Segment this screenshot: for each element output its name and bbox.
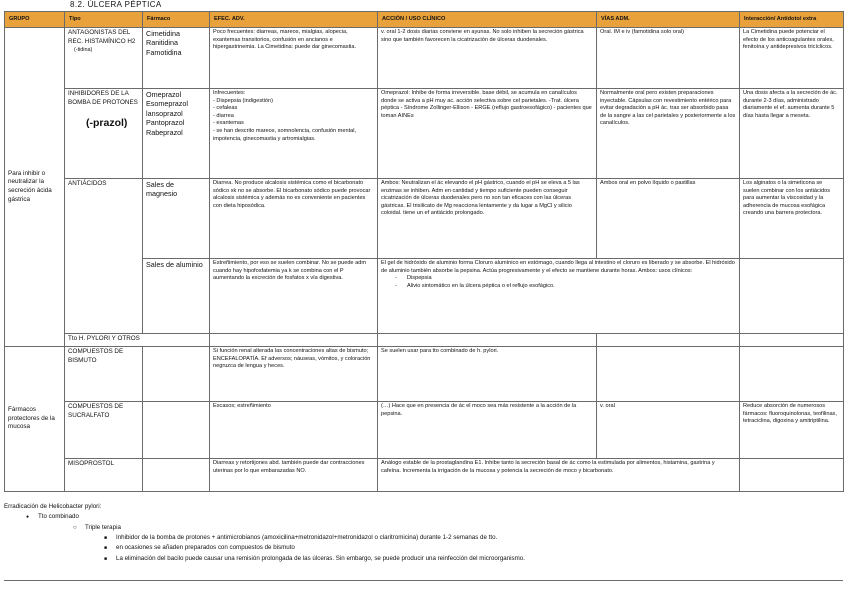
erradicacion-section — [4, 502, 843, 581]
tipo-bismuto: COMPUESTOS DE BISMUTO — [65, 347, 143, 402]
accion-intro: El gel de hidróxido de aluminio forma Cloruro alumínico en estómago, cuando llega al intestino el cloruro es liberado y se absorbe. El hidróxido de aluminio también absorbe la pepsina. Actúa progresivamente y el efecto se mantiene durante horas. Ambos: usos clínicos: — [381, 260, 735, 274]
efec-item: - exantemas — [213, 120, 244, 127]
erradicacion-point: ■ Inhibidor de la bomba de protones + antimicrobianos (amoxicilina+metronidazol+metronidazol o claritromicina) durante 1-2 semanas de tto. — [116, 533, 497, 543]
table-row — [5, 459, 844, 492]
efec-cell: Poco frecuentes: diarreas, mareos, mialgias, alopecia, exantemas transitorios, confusión en ancianos e hipergastrinemia. La Cimetidina: puede dar ginecomastia. — [210, 28, 378, 89]
accion-cell: Análogo estable de la prostaglandina E1. Inhibe tanto la secreción basal de ác como la estimulada por alimentos, histamina, gastrina y cafeína. Incrementa la irrigación de la mucosa y potencia la secreción de moco y bicarbonato. — [378, 459, 740, 492]
vias-cell: Oral. IM e iv (famotidina solo oral) — [597, 28, 740, 89]
tipo-antagonistas — [65, 28, 143, 89]
farmaco-cell: Sales de aluminio — [143, 259, 210, 334]
tipo-misoprostol: MISOPROSTOL — [65, 459, 143, 492]
table-row — [5, 402, 844, 459]
efec-cell: Estreñimiento, por eso se suelen combinar. No se puede adm cuando hay hipofosfatemia ya k se combina con el P aumentando la excreción de fosfatos x vía digestiva. — [210, 259, 378, 334]
table-row — [5, 347, 844, 402]
grupo-protectores: Fármacos protectores de la mucosa — [5, 347, 65, 492]
efec-cell: Si función renal alterada las concentraciones altas de bismuto; ENCEFALOPATÍA. Ef adversos; náuseas, vómitos, y coloración negruzca de lengua y heces. — [210, 347, 378, 402]
header-farmaco: Fármaco — [143, 12, 210, 28]
efec-item: - cefaleas — [213, 105, 238, 112]
interaccion-cell: Reduce absorción de numerosos fármacos: fluoroquinolonas, teofilinas, tetraciclina, digoxina y amitriptilina. — [740, 402, 844, 459]
interaccion-cell: La Cimetidina puede potenciar el efecto de los anticoagulantes orales, fenitoína y antidepresivos tricíclicos. — [740, 28, 844, 89]
efec-item: - se han descrito mareos, somnolencia, confusión mental, impotencia, ginecomastia y artromialgias. — [213, 127, 357, 142]
erradicacion-subitem: ○ Triple terapia — [85, 523, 121, 533]
efec-cell: Escasos; estreñimiento — [210, 402, 378, 459]
tipo-ibp — [65, 89, 143, 179]
vias-cell: Ambos oral en polvo líquido o pastillas — [597, 179, 740, 259]
header-vias: VÍAS ADM. — [597, 12, 740, 28]
efec-item: - Dispepsia (indigestión) — [213, 97, 274, 104]
tto-label: Tto H. PYLORI Y OTROS — [65, 334, 210, 347]
table-row — [5, 334, 844, 347]
accion-cell — [378, 259, 740, 334]
tipo-suffix: (-prazol) — [86, 117, 128, 130]
efec-intro: Infrecuentes: — [213, 90, 246, 96]
interaccion-cell: Una dosis afecta a la secreción de ác. durante 2-3 días, administrado diariamente el ef. aumenta durante 5 días hasta llegar a meseta. — [740, 89, 844, 179]
tipo-suffix: (-tidina) — [74, 47, 93, 54]
accion-cell: Ambos: Neutralizan el ác elevando el pH gástrico, cuando el pH se eleva a 5 las enzimas se inhiben. Adm en cantidad y tiempo suficiente pueden conseguir cicatrización de úlceras duodenales pero no son tan eficaces con las úlceras gástricas. El trisilicato de Mg reacciona lentamente y da lugar a MgCl y silicio coloidal. tiene un ef antiácido prolongado. — [378, 179, 597, 259]
drug-table — [4, 11, 844, 492]
efec-cell — [210, 89, 378, 179]
table-row — [5, 89, 844, 179]
list-item: - Dispepsia — [407, 275, 736, 283]
erradicacion-item: ● Tto combinado — [38, 512, 79, 522]
accion-list — [381, 275, 736, 290]
page-title: 8.2. ÚLCERA PÉPTICA — [70, 0, 162, 9]
grupo-inhibir: Para inhibir o neutralizar la secreción ácida gástrica — [5, 28, 65, 347]
tipo-sucralfato: COMPUESTOS DE SUCRALFATO — [65, 402, 143, 459]
farmaco-cell: Sales de magnesio — [143, 179, 210, 259]
accion-cell: (…) Hace que en presencia de ác el moco sea más resistente a la acción de la pepsina. — [378, 402, 597, 459]
header-grupo: GRUPO — [5, 12, 65, 28]
interaccion-cell — [740, 259, 844, 334]
vias-cell: v. oral — [597, 402, 740, 459]
interaccion-cell: Los alginatos o la simeticona se suelen combinar con los antiácidos para aumentar la viscosidad y la adherencia de mucosa esofágica creando una barrera protectora. — [740, 179, 844, 259]
efec-cell: Diarrea. No produce alcalosis sistémica como el bicarbonato sódico xk no se absorbe. El bicarbonato sódico puede provocar alcalosis sistémica y además no es conveniente en pacientes con dieta hiposódica. — [210, 179, 378, 259]
efec-cell: Diarreas y retortijones abd. también puede dar contracciones uterinas por lo que embarazadas NO. — [210, 459, 378, 492]
tipo-label: ANTAGONISTAS DEL REC. HISTAMÍNICO H2 — [68, 29, 136, 45]
header-interaccion: Interacción/ Antídoto/ extra — [740, 12, 844, 28]
erradicacion-point: ■ La eliminación del bacilo puede causar una remisión prolongada de las úlceras. Sin embargo, se puede producir una reinfección del microorganismo. — [116, 554, 525, 564]
table-row — [5, 28, 844, 89]
accion-cell: v. oral 1-2 dosis diarias conviene en ayunas. No solo inhiben la secreción gástrica sino que también favorecen la cicatrización de úlceras duodenales. — [378, 28, 597, 89]
list-item: - Alivio sintomático en la úlcera péptica o el reflujo esofágico. — [407, 283, 736, 291]
erradicacion-title: Erradicación de Helicobacter pylori: — [4, 503, 102, 510]
efec-item: - diarrea — [213, 112, 234, 119]
header-tipo: Tipo — [65, 12, 143, 28]
table-row — [5, 179, 844, 259]
farmaco-cell: Cimetidina Ranitidina Famotidina — [143, 28, 210, 89]
tipo-antiacidos: ANTIÁCIDOS — [65, 179, 143, 334]
accion-cell: Omeprazol: Inhibe de forma irreversible. base débil, se acumula en canalículos donde se activa a pH muy ac. acción selectiva sobre cel parietales. -Trat. úlcera péptica - Síndrome Zollinger-Ellison - ERGE (reflujo gastroesofágico) - pacientes que toman AINEs — [378, 89, 597, 179]
farmaco-cell: Omeprazol Esomeprazol lansoprazol Pantoprazol Rabeprazol — [143, 89, 210, 179]
tipo-label: INHIBIDORES DE LA BOMBA DE PROTONES — [68, 90, 138, 106]
header-accion: ACCIÓN / USO CLÍNICO — [378, 12, 597, 28]
accion-cell: Se suelen usar para tto combinado de h. pylori. — [378, 347, 597, 402]
erradicacion-point: ■ en ocasiones se añaden preparados con compuestos de bismuto — [116, 543, 295, 553]
header-efec-adv: EFEC. ADV. — [210, 12, 378, 28]
vias-cell: Normalmente oral pero existen preparaciones inyectable. Cápsulas con revestimiento entérico para evitar degradación a pH ác. tras ser absorbido pasa de la sangre a las cel parietales y posteriormente a los canalículos. — [597, 89, 740, 179]
